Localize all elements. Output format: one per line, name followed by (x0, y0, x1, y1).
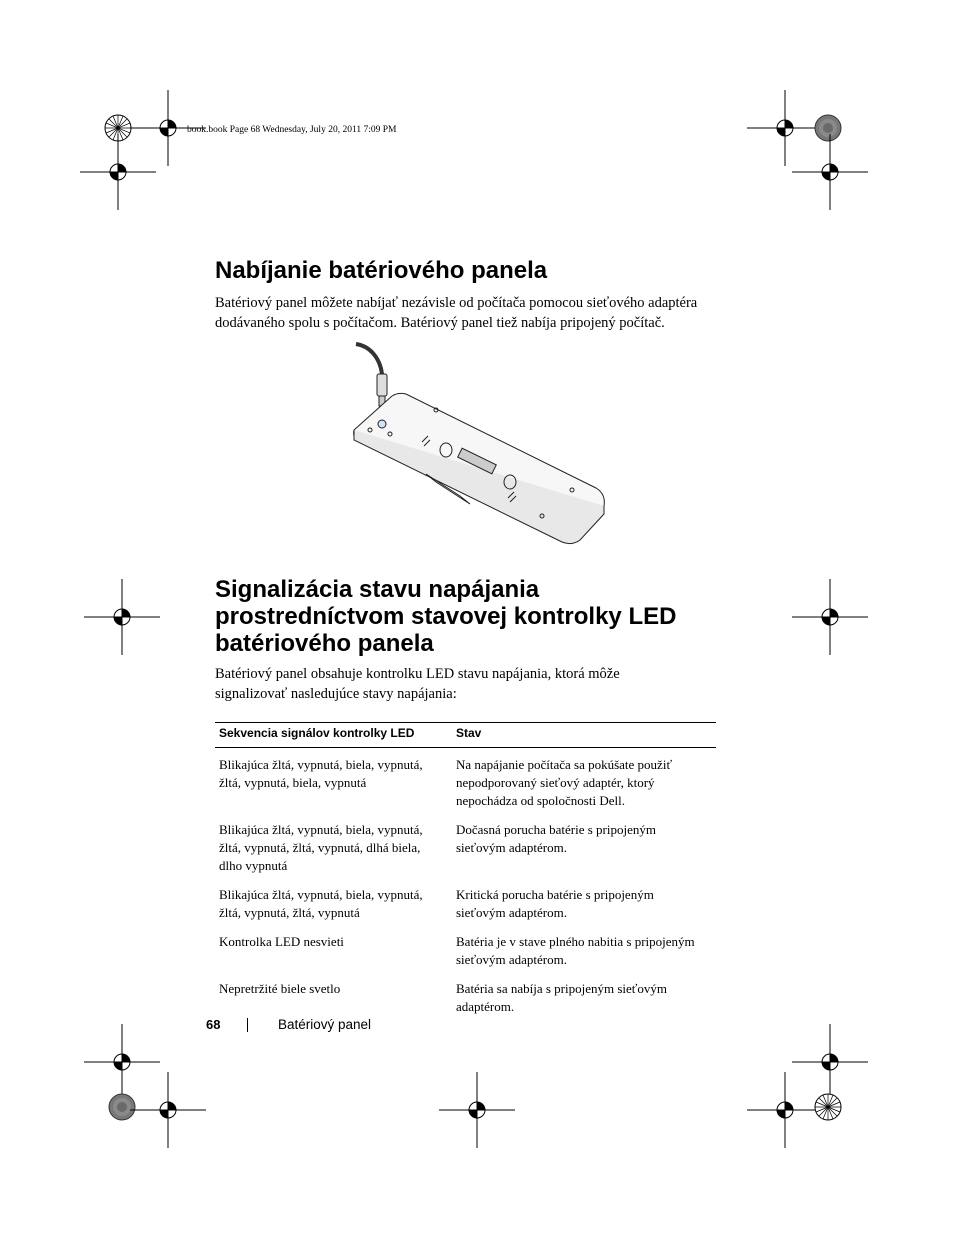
cell-line: adaptérom. (456, 999, 515, 1014)
battery-slice-illustration (340, 338, 620, 550)
status-cell (452, 813, 716, 878)
status-cell (452, 925, 716, 972)
title-line: prostredníctvom stavovej kontrolky LED (215, 603, 677, 630)
paragraph-line: Batériový panel môžete nabíjať nezávisle od počítača pomocou sieťového adaptéra (215, 295, 698, 311)
bottom-right-marks (747, 1024, 868, 1148)
mid-right-mark (792, 579, 868, 655)
bottom-center-mark (439, 1072, 515, 1148)
bottom-left-marks (84, 1024, 206, 1148)
sequence-cell (215, 748, 452, 814)
table-row (215, 972, 716, 1019)
cell-line: nepodporovaný sieťový adaptér, ktorý (456, 775, 655, 790)
mid-left-mark (84, 579, 160, 655)
title-line: Signalizácia stavu napájania (215, 576, 540, 603)
cell-line: žltá, vypnutá, žltá, vypnutá (219, 905, 360, 920)
paragraph-line: dodávaného spolu s počítačom. Batériový panel tiež nabíja pripojený počítač. (215, 315, 665, 331)
column-header-status: Stav (452, 723, 716, 748)
cell-line: Batéria je v stave plného nabitia s pripojeným (456, 934, 695, 949)
status-cell (452, 972, 716, 1019)
cell-line: sieťovým adaptérom. (456, 905, 567, 920)
table-header-row (215, 723, 716, 748)
cell-line: Na napájanie počítača sa pokúšate použiť (456, 757, 672, 772)
cell-line: Blikajúca žltá, vypnutá, biela, vypnutá, (219, 757, 423, 772)
table-row (215, 925, 716, 972)
title-line: batériového panela (215, 630, 434, 657)
footer-section-title: Batériový panel (278, 1017, 372, 1032)
led-status-table (215, 722, 716, 1019)
footer-separator (247, 1018, 248, 1032)
section-title-led (215, 576, 676, 657)
sequence-cell (215, 925, 452, 972)
cell-line: žltá, vypnutá, žltá, vypnutá, dlhá biela, (219, 840, 421, 855)
status-cell (452, 878, 716, 925)
cell-line: žltá, vypnutá, biela, vypnutá (219, 775, 367, 790)
cell-line: Blikajúca žltá, vypnutá, biela, vypnutá, (219, 887, 423, 902)
sequence-cell (215, 972, 452, 1019)
sequence-cell (215, 878, 452, 925)
cell-line: Nepretržité biele svetlo (219, 981, 341, 996)
top-left-marks (80, 90, 206, 210)
cell-line: Batéria sa nabíja s pripojeným sieťovým (456, 981, 667, 996)
paragraph-line: signalizovať nasledujúce stavy napájania: (215, 686, 457, 702)
sequence-cell (215, 813, 452, 878)
cell-line: Blikajúca žltá, vypnutá, biela, vypnutá, (219, 822, 423, 837)
column-header-sequence: Sekvencia signálov kontrolky LED (215, 723, 452, 748)
cell-line: nepochádza od spoločnosti Dell. (456, 793, 625, 808)
table-row (215, 878, 716, 925)
cell-line: sieťovým adaptérom. (456, 952, 567, 967)
cell-line: sieťovým adaptérom. (456, 840, 567, 855)
table-row (215, 748, 716, 814)
table-row (215, 813, 716, 878)
section-title-charging: Nabíjanie batériového panela (215, 257, 548, 284)
cell-line: Dočasná porucha batérie s pripojeným (456, 822, 656, 837)
paragraph-line: Batériový panel obsahuje kontrolku LED stavu napájania, ktorá môže (215, 666, 620, 682)
page-number: 68 (206, 1017, 221, 1032)
charging-paragraph (215, 293, 697, 333)
cell-line: dlho vypnutá (219, 858, 288, 873)
top-right-marks (747, 90, 868, 210)
status-cell (452, 748, 716, 814)
cell-line: Kontrolka LED nesvieti (219, 934, 344, 949)
led-paragraph (215, 664, 620, 704)
cell-line: Kritická porucha batérie s pripojeným (456, 887, 654, 902)
print-header: book.book Page 68 Wednesday, July 20, 2011 7:09 PM (187, 125, 397, 135)
